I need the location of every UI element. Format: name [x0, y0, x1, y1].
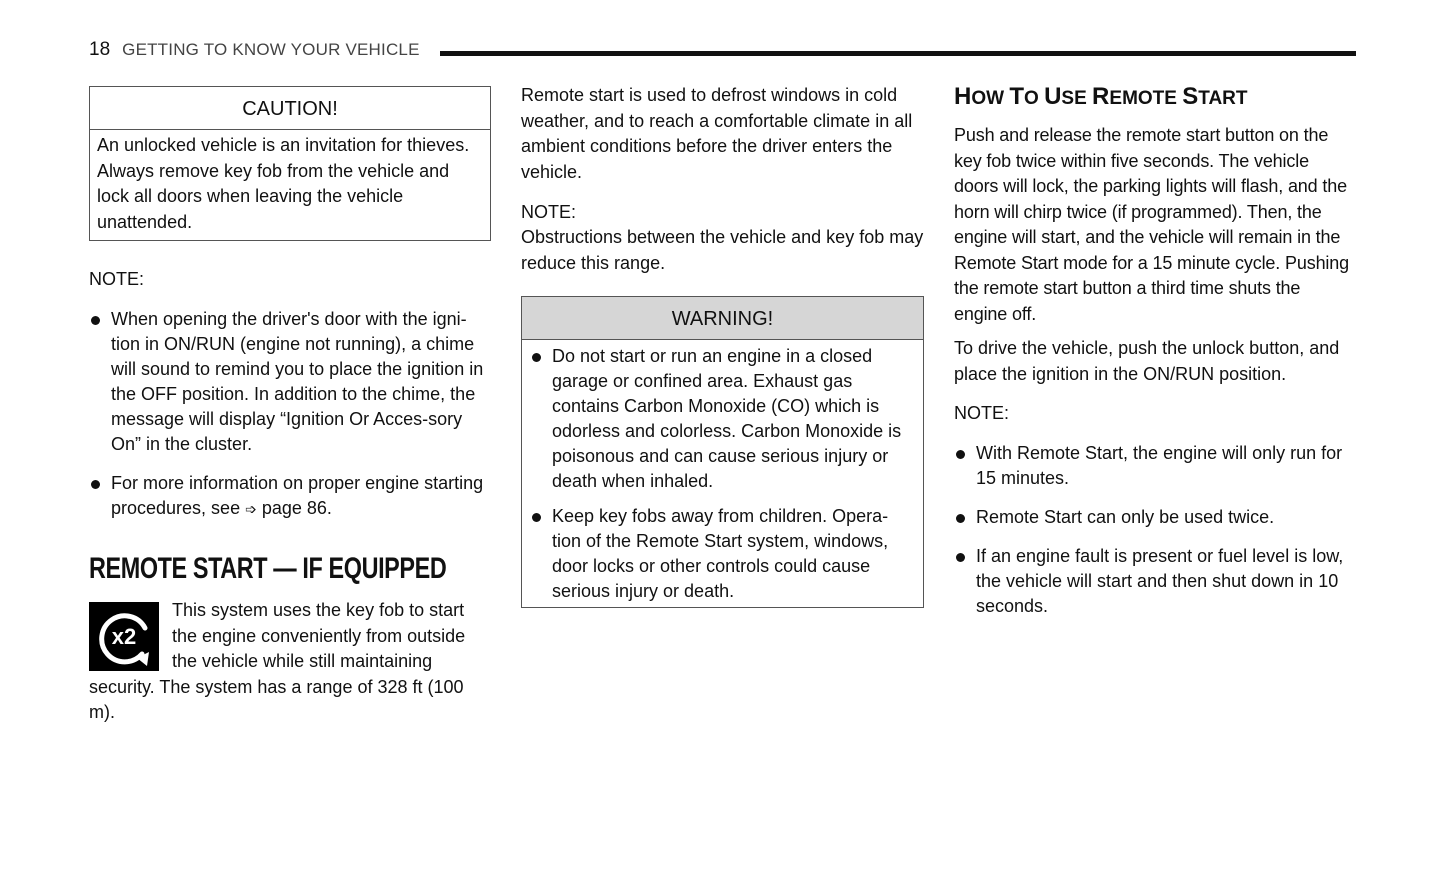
page-number: 18: [89, 39, 111, 60]
chapter-title: GETTING TO KNOW YOUR VEHICLE: [122, 40, 420, 59]
warning-title: WARNING!: [522, 297, 923, 340]
list-item-text: With Remote Start, the engine will only run for 15 minutes.: [976, 443, 1343, 488]
list-item: [89, 471, 491, 522]
list-item-text: For more information on proper engine starting procedures, see: [111, 473, 484, 518]
bullet-icon: [956, 450, 965, 459]
caution-title: CAUTION!: [90, 87, 490, 130]
bullet-icon: [91, 480, 100, 489]
remote-start-icon: [89, 602, 159, 671]
list-item-text: Keep key fobs away from children. Opera-tion of the Remote Start system, windows, door locks or other controls could cause serious injury or death.: [552, 506, 889, 601]
list-item-text: Do not start or run an engine in a closed garage or confined area. Exhaust gas contains Carbon Monoxide (CO) which is odorless and colorless. Carbon Monoxide is poisonous and can cause serious injury or death when inhaled.: [552, 346, 902, 491]
page-header: [89, 38, 1356, 62]
page-reference-arrow-icon: ➩: [245, 501, 257, 517]
section-title: REMOTE START — IF EQUIPPED: [89, 552, 447, 585]
page-reference-link[interactable]: page 86.: [261, 498, 332, 518]
remote-start-text: This system uses the key fob to start the engine conveniently from outside the vehicle while still maintaining security. The system has a range of 328 ft (100 m).: [89, 600, 466, 722]
list-item: [89, 307, 491, 457]
how-to-note-list: [954, 441, 1356, 619]
list-item: [954, 544, 1356, 619]
column-middle: [521, 83, 924, 608]
list-item: [954, 505, 1356, 530]
list-item: [954, 441, 1356, 491]
remote-start-intro: [89, 598, 491, 726]
note-label: NOTE:: [89, 269, 145, 289]
column-left: [89, 86, 491, 726]
list-item: [530, 504, 916, 604]
list-item-text: When opening the driver's door with the igni-tion in ON/RUN (engine not running), a chime will sound to remind you to place the ignition in the OFF position. In addition to the chime, the message will display “Ignition Or Acces-sory On” in the cluster.: [111, 309, 484, 454]
header-rule: [440, 51, 1356, 56]
note-label: NOTE:: [521, 202, 577, 222]
range-note-text: Obstructions between the vehicle and key fob may reduce this range.: [521, 227, 924, 273]
bullet-icon: [532, 513, 541, 522]
list-item: [530, 344, 916, 494]
caution-text: An unlocked vehicle is an invitation for thieves. Always remove key fob from the vehicle and lock all doors when leaving the vehicle unattended.: [97, 135, 470, 232]
bullet-icon: [956, 553, 965, 562]
note-list: [89, 307, 491, 522]
bullet-icon: [532, 353, 541, 362]
list-item-text: If an engine fault is present or fuel level is low, the vehicle will start and then shut down in 10 seconds.: [976, 546, 1344, 616]
remote-start-purpose: Remote start is used to defrost windows in cold weather, and to reach a comfortable climate in all ambient conditions before the driver enters the vehicle.: [521, 85, 913, 182]
how-to-paragraph-1: Push and release the remote start button on the key fob twice within five seconds. The vehicle doors will lock, the parking lights will flash, and the horn will chirp twice (if programmed). Then, the engine will start, and the vehicle will remain in the Remote Start mode for a 15 minute cycle. Pushing the remote start button a third time shuts the engine off.: [954, 125, 1349, 324]
bullet-icon: [91, 316, 100, 325]
caution-box: [89, 86, 491, 241]
warning-box: [521, 296, 924, 608]
remote-start-icon-label: x2: [111, 624, 137, 649]
list-item-text: Remote Start can only be used twice.: [976, 507, 1275, 527]
column-right: [954, 82, 1356, 619]
how-to-paragraph-2: To drive the vehicle, push the unlock button, and place the ignition in the ON/RUN position.: [954, 338, 1340, 384]
how-to-title: HOW TO USE REMOTE START: [954, 83, 1248, 110]
bullet-icon: [956, 514, 965, 523]
note-label: NOTE:: [954, 403, 1010, 423]
warning-list: [522, 340, 923, 604]
